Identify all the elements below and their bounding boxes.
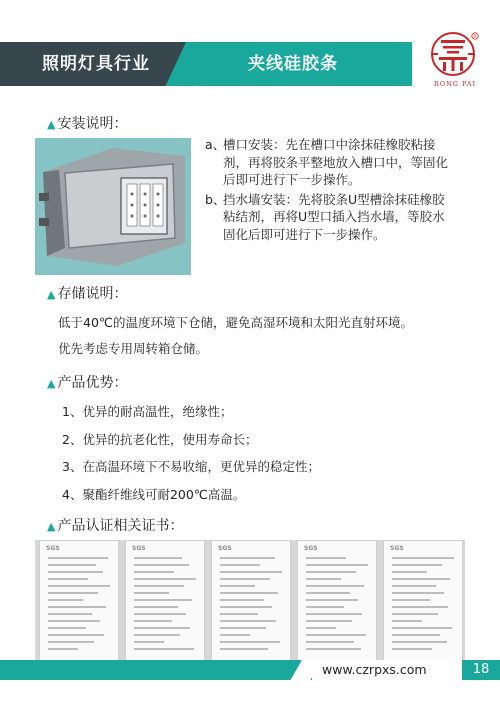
advantages-heading: ▲ 产品优势： <box>47 375 128 391</box>
certificate-text-line <box>134 592 169 594</box>
certificate-text-line <box>392 599 430 601</box>
certificate-text-line <box>392 557 454 559</box>
storage-line: 低于40℃的温度环境下仓储，避免高湿环境和太阳光直射环境。 <box>58 315 413 330</box>
installation-step-a <box>205 136 455 189</box>
certificate-text-line <box>392 634 440 636</box>
storage-line: 优先考虑专用周转箱仓储。 <box>58 341 209 356</box>
certificate-text-line <box>220 620 276 622</box>
certificates-heading: ▲ 产品认证相关证书： <box>47 518 184 534</box>
certificate-text-line <box>48 620 100 622</box>
installation-heading: ▲ 安装说明： <box>47 116 128 132</box>
certificate-text-line <box>48 578 88 580</box>
certificate-text-line <box>306 592 350 594</box>
certificate-text-line <box>48 571 103 573</box>
installation-step-b <box>205 191 455 244</box>
certificate-text-line <box>134 641 164 643</box>
certificate-text-line <box>134 578 196 580</box>
installation-photo <box>35 138 191 275</box>
certificate-text-line <box>306 571 356 573</box>
certificate-text-line <box>220 578 270 580</box>
triangle-bullet-icon: ▲ <box>47 288 56 301</box>
certificate-text-line <box>392 648 432 650</box>
advantage-item: 2、优异的抗老化性，使用寿命长； <box>62 432 258 447</box>
certificate-text-line <box>134 599 192 601</box>
logo-subtext: RONG PAI <box>433 80 477 88</box>
step-text: 挡水墙安装：先将胶条U型槽涂抹硅橡胶粘结剂，再将U型口插入挡水墙，等胶水固化后即可进行下一步操作。 <box>223 191 445 242</box>
certificate-text-line <box>306 606 344 608</box>
footer-url: www.czrpxs.com <box>322 662 427 677</box>
certificate-text-line <box>220 592 278 594</box>
certificate-text-line <box>220 585 255 587</box>
certificate-thumbnail: SGS <box>297 540 377 662</box>
certificate-text-line <box>48 592 98 594</box>
certificate-text-line <box>392 592 444 594</box>
certificate-text-line <box>134 585 184 587</box>
certificate-text-line <box>392 571 427 573</box>
certificate-text-line <box>134 571 174 573</box>
svg-text:R: R <box>473 35 477 40</box>
certificate-text-line <box>306 634 366 636</box>
certificate-text-line <box>48 627 86 629</box>
certificate-text-line <box>48 585 110 587</box>
certificate-text-line <box>220 557 275 559</box>
certificate-text-line <box>392 578 450 580</box>
certificate-text-line <box>48 606 106 608</box>
certificate-text-line <box>306 599 358 601</box>
certificate-text-line <box>220 634 250 636</box>
certificates-strip <box>35 540 465 662</box>
certificate-text-line <box>48 564 96 566</box>
header-category: 照明灯具行业 <box>42 54 150 74</box>
certificate-text-line <box>220 613 258 615</box>
certificate-text-line <box>220 627 266 629</box>
junction-box-image <box>35 138 191 275</box>
certificate-text-line <box>220 641 280 643</box>
certificate-thumbnail: SGS <box>211 540 291 662</box>
certificate-thumbnail: SGS <box>39 540 119 662</box>
header-product-title: 夹线硅胶条 <box>248 54 338 74</box>
step-text: 槽口安装：先在槽口中涂抹硅橡胶粘接剂，再将胶条平整地放入槽口中，等固化后即可进行下一步操作。 <box>223 137 449 187</box>
certificate-text-line <box>392 641 447 643</box>
certificate-text-line <box>220 599 264 601</box>
certificate-text-line <box>134 648 194 650</box>
certificate-thumbnail: SGS <box>125 540 205 662</box>
certificate-text-line <box>48 648 78 650</box>
storage-heading: ▲ 存储说明： <box>47 286 128 302</box>
certificate-text-line <box>134 634 180 636</box>
certificate-text-line <box>306 641 354 643</box>
advantage-item: 1、优异的耐高温性，绝缘性； <box>62 404 233 419</box>
certificate-text-line <box>134 613 186 615</box>
advantage-item: 3、在高温环境下不易收缩，更优异的稳定性； <box>62 459 320 474</box>
triangle-bullet-icon: ▲ <box>47 520 56 533</box>
triangle-bullet-icon: ▲ <box>47 377 56 390</box>
triangle-bullet-icon: ▲ <box>47 118 56 131</box>
advantage-item: 4、聚酯纤维线可耐200℃高温。 <box>62 487 246 502</box>
certificate-text-line <box>134 620 172 622</box>
certificate-text-line <box>306 627 336 629</box>
certificate-text-line <box>220 564 260 566</box>
certificate-text-line <box>220 648 268 650</box>
certificate-text-line <box>48 599 83 601</box>
certificate-text-line <box>134 606 178 608</box>
certificate-text-line <box>220 571 282 573</box>
step-label: a、 <box>205 137 226 152</box>
certificate-text-line <box>220 606 272 608</box>
certificate-thumbnail: SGS <box>383 540 463 662</box>
certificate-text-line <box>48 641 94 643</box>
certificate-text-line <box>306 585 364 587</box>
certificate-text-line <box>306 564 368 566</box>
certificate-text-line <box>392 627 452 629</box>
certificate-text-line <box>48 634 104 636</box>
page-number: 18 <box>472 662 490 677</box>
certificate-text-line <box>48 613 92 615</box>
installation-steps <box>205 136 455 243</box>
certificate-text-line <box>306 578 341 580</box>
step-label: b、 <box>205 191 226 207</box>
certificate-text-line <box>392 585 436 587</box>
certificate-text-line <box>392 620 422 622</box>
certificate-text-line <box>134 627 190 629</box>
certificate-text-line <box>48 557 108 559</box>
certificate-text-line <box>134 557 182 559</box>
certificate-text-line <box>306 648 361 650</box>
certificate-text-line <box>306 557 346 559</box>
certificate-text-line <box>306 620 352 622</box>
certificate-text-line <box>392 564 442 566</box>
certificate-text-line <box>392 613 438 615</box>
certificate-text-line <box>134 564 189 566</box>
certificate-text-line <box>306 613 362 615</box>
certificate-text-line <box>392 606 448 608</box>
